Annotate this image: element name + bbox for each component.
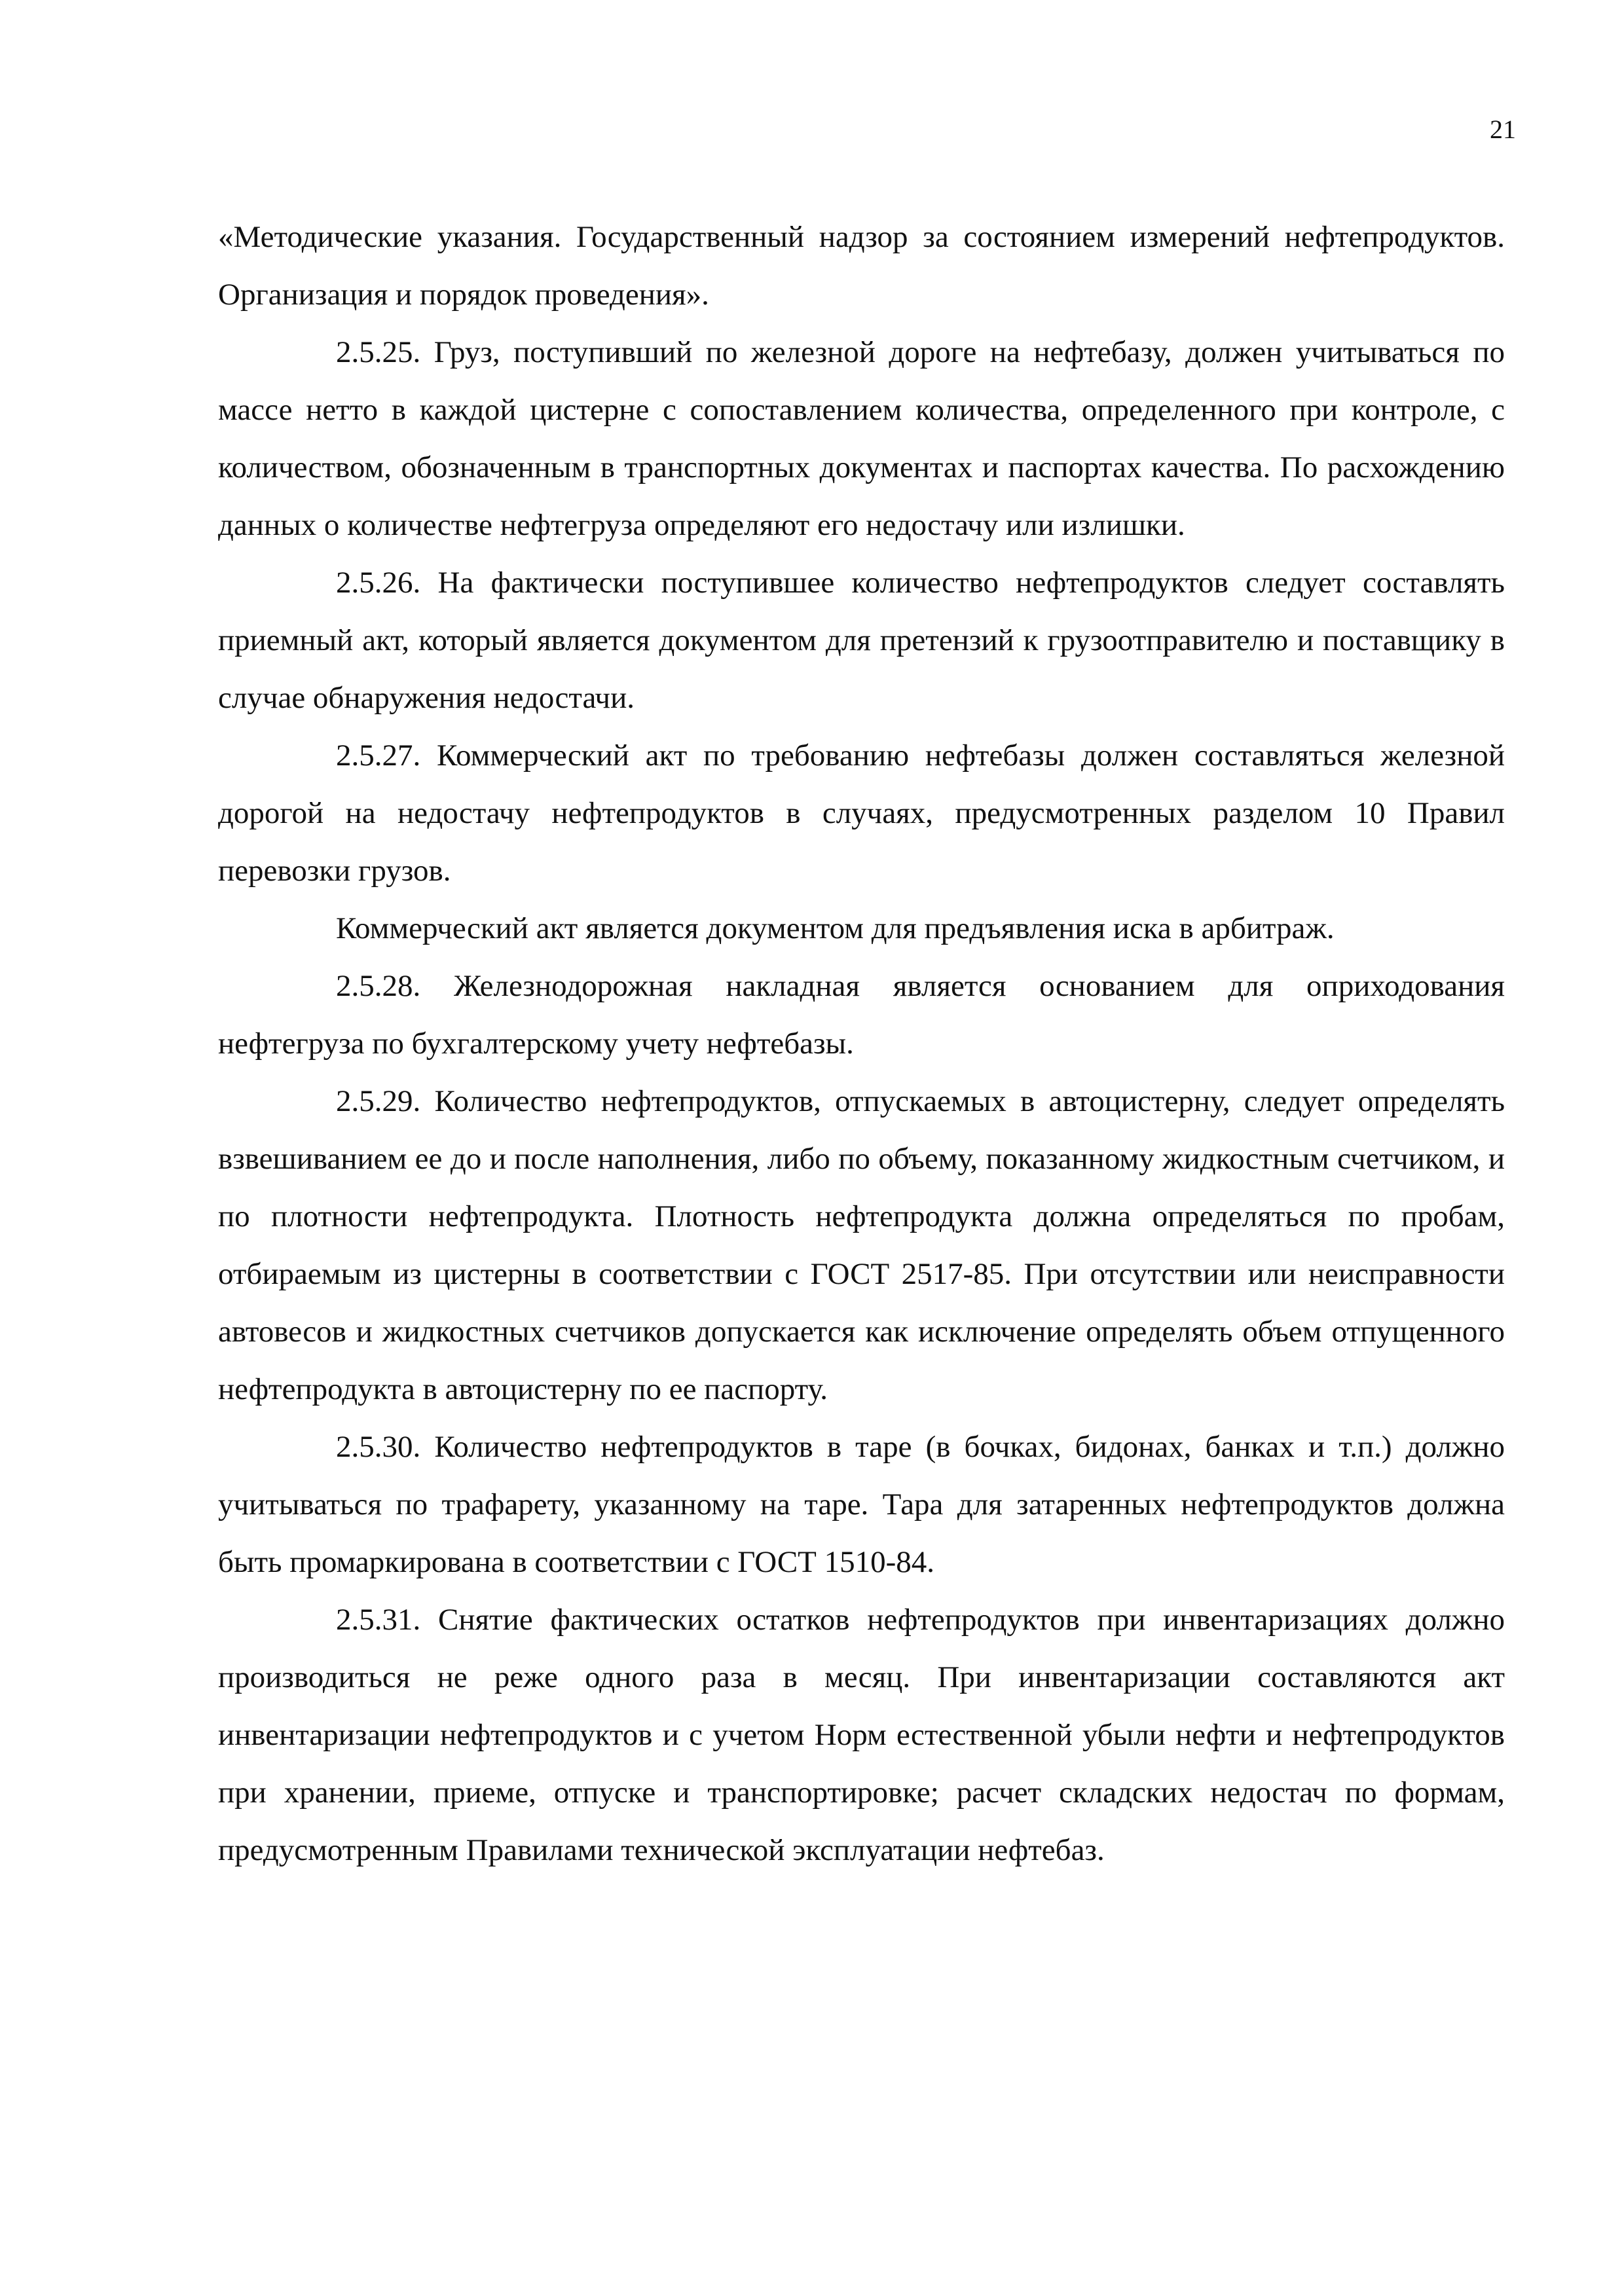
paragraph-2-5-26: 2.5.26. На фактически поступившее количество нефтепродуктов следует составлять приемный акт, который является документом для претензий к грузоотправителю и поставщику в случае обнаружения недостачи. <box>218 566 1505 715</box>
paragraph-2-5-30: 2.5.30. Количество нефтепродуктов в таре (в бочках, бидонах, банках и т.п.) должно учитываться по трафарету, указанному на таре. Тара для затаренных нефтепродуктов должна быть промаркирована в соответствии с ГОСТ 1510-84. <box>218 1430 1505 1579</box>
paragraph-2-5-31: 2.5.31. Снятие фактических остатков нефтепродуктов при инвентаризациях должно производиться не реже одного раза в месяц. При инвентаризации составляются акт инвентаризации нефтепродуктов и с учетом Норм естественной убыли нефти и нефтепродуктов при хранении, приеме, отпуске и транспортировке; расчет складских недостач по формам, предусмотренным Правилами технической эксплуатации нефтебаз. <box>218 1603 1505 1867</box>
paragraph-2-5-27: 2.5.27. Коммерческий акт по требованию нефтебазы должен составляться железной дорогой на недостачу нефтепродуктов в случаях, предусмотренных разделом 10 Правил перевозки грузов. <box>218 738 1505 888</box>
paragraph-2-5-25: 2.5.25. Груз, поступивший по железной дороге на нефтебазу, должен учитываться по массе нетто в каждой цистерне с сопоставлением количества, определенного при контроле, с количеством, обозначенным в транспортных документах и паспортах качества. По расхождению данных о количестве нефтегруза определяют его недостачу или излишки. <box>218 335 1505 542</box>
paragraph-2-5-29: 2.5.29. Количество нефтепродуктов, отпускаемых в автоцистерну, следует определять взвешиванием ее до и после наполнения, либо по объему, показанному жидкостным счетчиком, и по плотности нефтепродукта. Плотность нефтепродукта должна определяться по пробам, отбираемым из цистерны в соответствии с ГОСТ 2517-85. При отсутствии или неисправности автовесов и жидкостных счетчиков допускается как исключение определять объем отпущенного нефтепродукта в автоцистерну по ее паспорту. <box>218 1084 1505 1406</box>
page-number: 21 <box>1490 115 1516 144</box>
document-body <box>218 208 1505 1879</box>
paragraph-commercial-act: Коммерческий акт является документом для предъявления иска в арбитраж. <box>336 911 1335 945</box>
paragraph-continuation: «Методические указания. Государственный надзор за состоянием измерений нефтепродуктов. Организация и порядок проведения». <box>218 220 1505 312</box>
paragraph-2-5-28: 2.5.28. Железнодорожная накладная является основанием для оприходования нефтегруза по бухгалтерскому учету нефтебазы. <box>218 969 1505 1061</box>
